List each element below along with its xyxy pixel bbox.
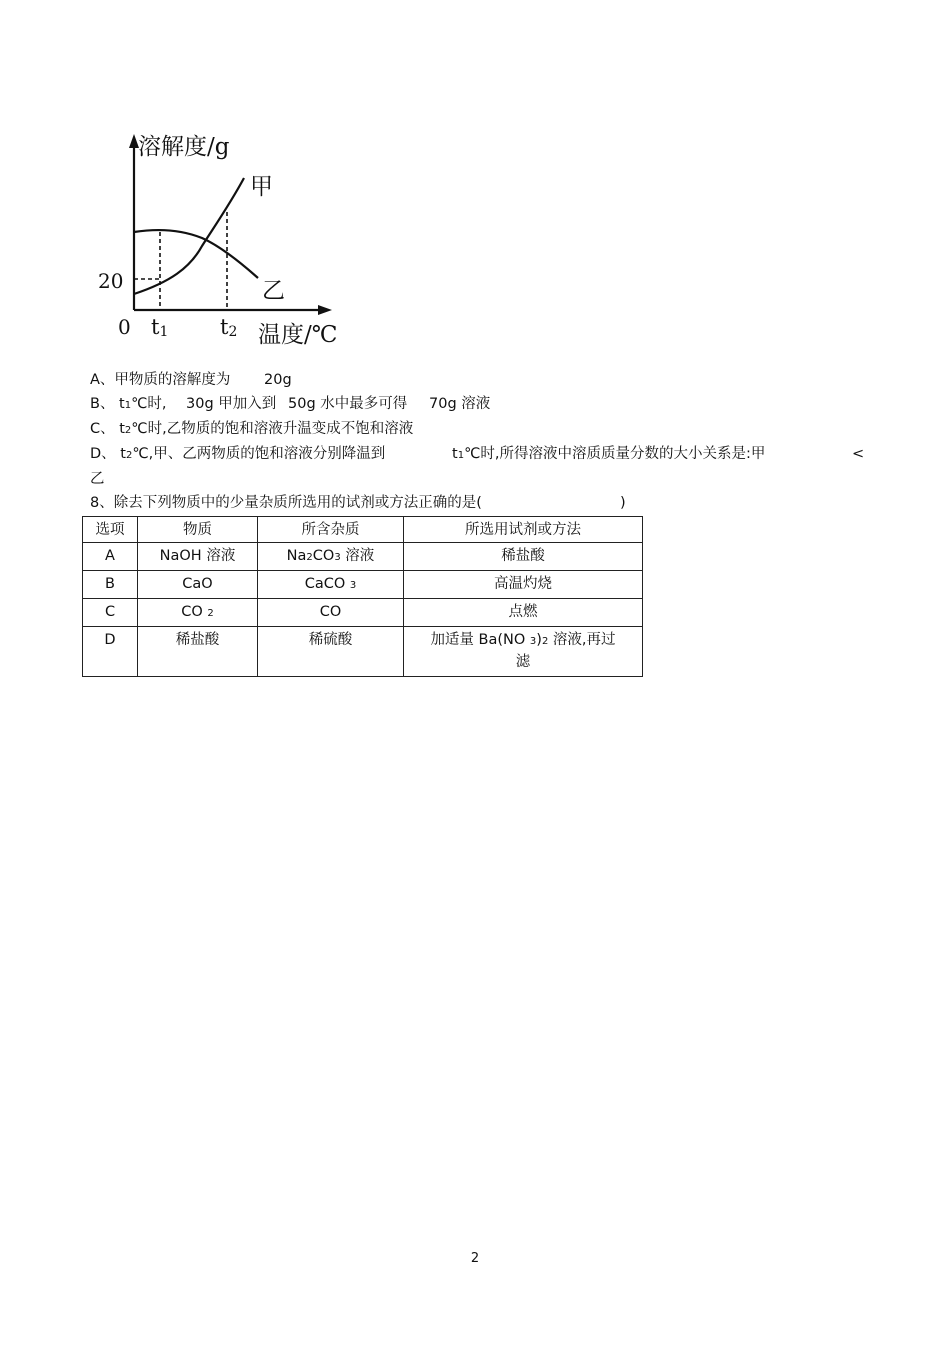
cell-substance: CaO <box>138 571 258 599</box>
impurity-table <box>82 516 643 677</box>
option-c-text: C、 t2℃时,乙物质的饱和溶液升温变成不饱和溶液 <box>90 421 414 437</box>
question-8-text: 8、除去下列物质中的少量杂质所选用的试剂或方法正确的是( <box>90 495 482 511</box>
question-8-close: ) <box>620 495 626 511</box>
y-axis-label: 溶解度/g <box>138 134 230 160</box>
cell-impurity: CaCO 3 <box>258 571 404 599</box>
option-a-text: A、甲物质的溶解度为 <box>90 372 231 388</box>
cell-substance: NaOH 溶液 <box>138 543 258 571</box>
cell-method: 稀盐酸 <box>404 543 643 571</box>
option-d-lt: < <box>852 446 865 462</box>
cell-method: 高温灼烧 <box>404 571 643 599</box>
t2-label: t2 <box>220 315 238 340</box>
cell-substance: 稀盐酸 <box>138 627 258 677</box>
origin-label: 0 <box>118 315 131 339</box>
cell-method: 点燃 <box>404 599 643 627</box>
option-d-text: D、 t2℃,甲、乙两物质的饱和溶液分别降温到 <box>90 446 386 462</box>
cell-impurity: 稀硫酸 <box>258 627 404 677</box>
option-b-part3: 70g 溶液 <box>429 396 491 412</box>
cell-method: 加适量 Ba(NO 3)2 溶液,再过 滤 <box>404 627 643 677</box>
page-number: 2 <box>470 1251 480 1266</box>
table-row <box>83 571 643 599</box>
option-b-label: B、 t1℃时, <box>90 396 167 412</box>
curve-yi-label: 乙 <box>262 278 285 304</box>
cell-impurity: Na2CO3 溶液 <box>258 543 404 571</box>
option-d-wrap-text: 乙 <box>90 471 105 487</box>
y-tick-20: 20 <box>98 269 124 293</box>
curve-jia-label: 甲 <box>250 174 273 200</box>
header-option: 选项 <box>83 517 138 543</box>
t1-label: t1 <box>151 315 169 340</box>
cell-option: A <box>83 543 138 571</box>
option-b-part1: 30g 甲加入到 <box>186 396 277 412</box>
cell-impurity: CO <box>258 599 404 627</box>
cell-option: B <box>83 571 138 599</box>
header-substance: 物质 <box>138 517 258 543</box>
x-axis-arrow <box>318 305 332 315</box>
cell-substance: CO 2 <box>138 599 258 627</box>
solubility-graph <box>90 122 360 354</box>
table-row <box>83 599 643 627</box>
table-header-row <box>83 517 643 543</box>
table-row <box>83 543 643 571</box>
option-b-part2: 50g 水中最多可得 <box>288 396 408 412</box>
option-d-text-2: t1℃时,所得溶液中溶质质量分数的大小关系是:甲 <box>452 446 766 462</box>
option-a-value: 20g <box>264 372 292 388</box>
cell-option: D <box>83 627 138 677</box>
x-axis-label: 温度/℃ <box>258 322 338 348</box>
header-method: 所选用试剂或方法 <box>404 517 643 543</box>
cell-option: C <box>83 599 138 627</box>
table-row <box>83 627 643 677</box>
header-impurity: 所含杂质 <box>258 517 404 543</box>
